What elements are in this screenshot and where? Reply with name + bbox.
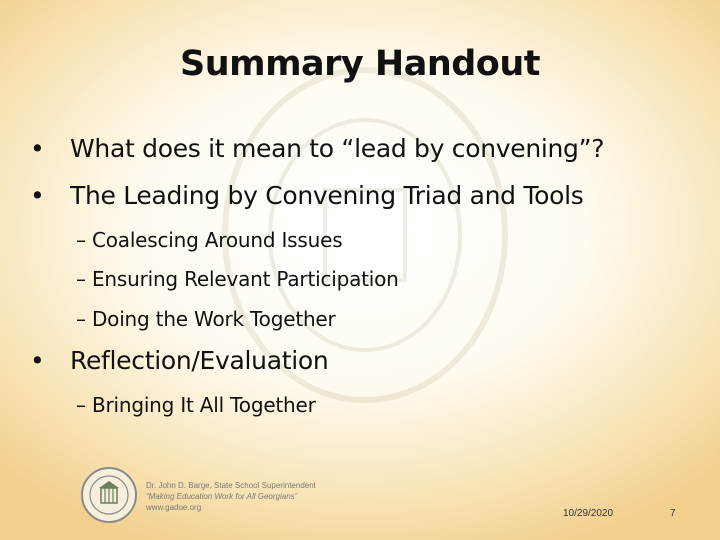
sub-bullet-item: – Doing the Work Together [76,307,336,331]
department-of-education-seal-icon [80,466,138,524]
bullet-text: The Leading by Convening Triad and Tools [70,181,584,210]
bullet-text: What does it mean to “lead by convening”? [70,134,605,163]
slide-date: 10/29/2020 [563,508,614,519]
slide-title: Summary Handout [179,44,541,84]
page-number: 7 [670,508,676,519]
sub-bullet-item: – Bringing It All Together [76,393,316,417]
bullet-dot: • [30,134,45,163]
footer-url: www.gadoe.org [146,503,202,512]
sub-bullet-item: – Coalescing Around Issues [76,228,343,252]
sub-bullet-item: – Ensuring Relevant Participation [76,267,399,291]
footer-slogan: “Making Education Work for All Georgians” [146,492,298,501]
footer-credits [146,480,316,513]
bullet-dot: • [30,346,45,375]
footer-superintendent: Dr. John D. Barge, State School Superintendent [146,481,316,490]
bullet-text: Reflection/Evaluation [70,346,329,375]
bullet-dot: • [30,181,45,210]
